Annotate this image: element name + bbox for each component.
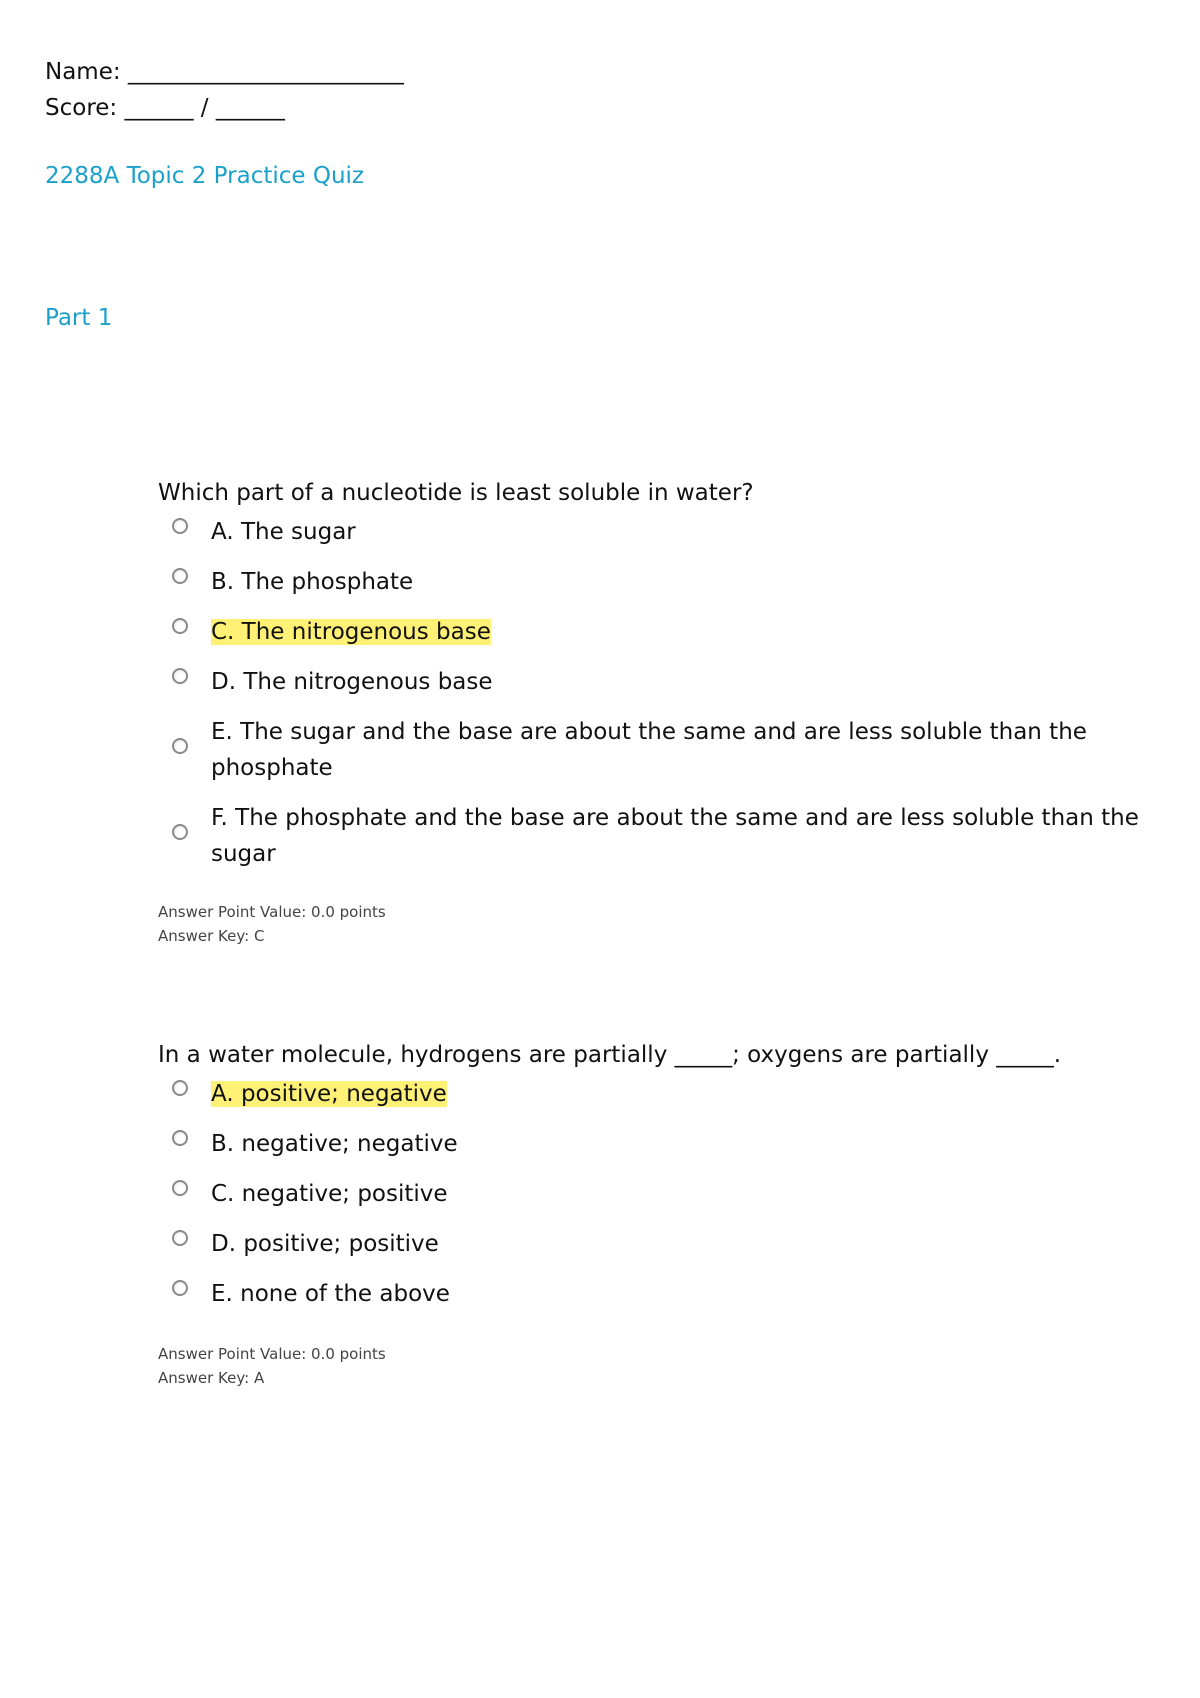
option-c[interactable] <box>158 1176 1158 1212</box>
option-label-highlighted: C. The nitrogenous base <box>211 619 491 645</box>
radio-icon[interactable] <box>172 738 188 754</box>
score-line: Score: ______ / ______ <box>45 95 285 121</box>
option-b[interactable] <box>158 1126 1158 1162</box>
option-d[interactable] <box>158 664 1158 700</box>
question-1 <box>158 476 1158 948</box>
question-prompt: In a water molecule, hydrogens are partially _____; oxygens are partially _____. <box>158 1042 1062 1068</box>
option-e[interactable] <box>158 714 1158 786</box>
option-e[interactable] <box>158 1276 1158 1312</box>
part-title: Part 1 <box>45 305 113 331</box>
option-a[interactable] <box>158 514 1158 550</box>
option-a[interactable] <box>158 1076 1158 1112</box>
option-label: D. positive; positive <box>211 1231 439 1257</box>
answer-key: Answer Key: A <box>158 1369 265 1387</box>
option-c[interactable] <box>158 614 1158 650</box>
answer-key: Answer Key: C <box>158 927 265 945</box>
answer-point-value: Answer Point Value: 0.0 points <box>158 903 386 921</box>
answer-point-value: Answer Point Value: 0.0 points <box>158 1345 386 1363</box>
radio-icon[interactable] <box>172 1230 188 1246</box>
quiz-title: 2288A Topic 2 Practice Quiz <box>45 163 365 189</box>
radio-icon[interactable] <box>172 1180 188 1196</box>
option-label: E. none of the above <box>211 1281 450 1307</box>
option-label: F. The phosphate and the base are about the same and are less soluble than the sugar <box>211 805 1139 867</box>
radio-icon[interactable] <box>172 618 188 634</box>
radio-icon[interactable] <box>172 568 188 584</box>
radio-icon[interactable] <box>172 668 188 684</box>
radio-icon[interactable] <box>172 518 188 534</box>
option-label: E. The sugar and the base are about the same and are less soluble than the phosphate <box>211 719 1087 781</box>
option-f[interactable] <box>158 800 1158 872</box>
radio-icon[interactable] <box>172 1130 188 1146</box>
option-d[interactable] <box>158 1226 1158 1262</box>
option-label: B. The phosphate <box>211 569 414 595</box>
option-label: D. The nitrogenous base <box>211 669 493 695</box>
option-b[interactable] <box>158 564 1158 600</box>
question-prompt: Which part of a nucleotide is least soluble in water? <box>158 480 754 506</box>
name-line: Name: ________________________ <box>45 59 404 85</box>
header-block <box>45 54 404 126</box>
option-label-highlighted: A. positive; negative <box>211 1081 447 1107</box>
question-2 <box>158 1038 1158 1390</box>
option-label: B. negative; negative <box>211 1131 458 1157</box>
radio-icon[interactable] <box>172 824 188 840</box>
radio-icon[interactable] <box>172 1080 188 1096</box>
option-label: A. The sugar <box>211 519 356 545</box>
radio-icon[interactable] <box>172 1280 188 1296</box>
option-label: C. negative; positive <box>211 1181 448 1207</box>
